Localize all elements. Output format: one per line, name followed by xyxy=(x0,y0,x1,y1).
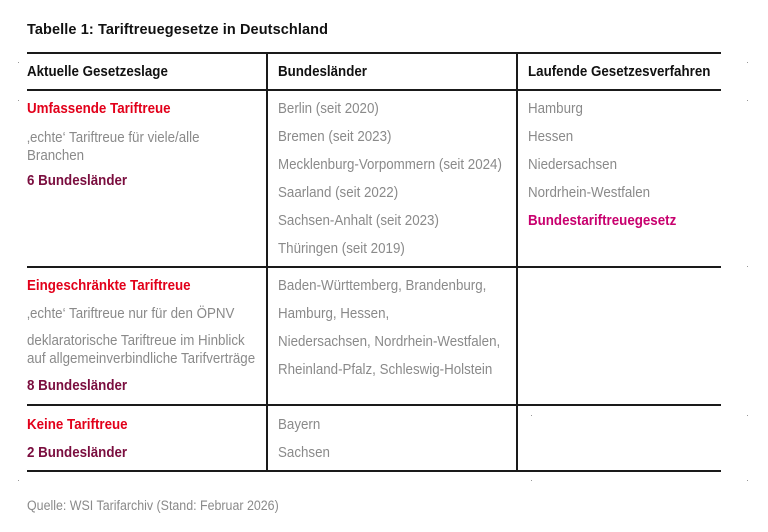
marker-dot xyxy=(18,100,19,101)
state-item: Niedersachsen, Nordrhein-Westfalen, xyxy=(278,334,501,350)
pending-item: Nordrhein-Westfalen xyxy=(528,185,651,201)
state-item: Sachsen-Anhalt (seit 2023) xyxy=(278,213,439,229)
state-item: Bremen (seit 2023) xyxy=(278,129,392,145)
marker-dot xyxy=(747,100,748,101)
table-bottom-border xyxy=(27,470,721,472)
state-item: Saarland (seit 2022) xyxy=(278,185,399,201)
state-item: Berlin (seit 2020) xyxy=(278,101,379,117)
state-item: Hamburg, Hessen, xyxy=(278,306,390,322)
row-divider-2 xyxy=(27,404,721,406)
marker-dot xyxy=(18,62,19,63)
state-item: Rheinland-Pfalz, Schleswig-Holstein xyxy=(278,362,493,378)
pending-federal-law: Bundestariftreuegesetz xyxy=(528,213,677,229)
table-top-border xyxy=(27,52,721,54)
state-item: Sachsen xyxy=(278,445,330,461)
column-header-pending: Laufende Gesetzesverfahren xyxy=(528,64,711,80)
state-item: Mecklenburg-Vorpommern (seit 2024) xyxy=(278,157,502,173)
state-count: 2 Bundesländer xyxy=(27,445,128,461)
marker-dot xyxy=(747,415,748,416)
column-header-states: Bundesländer xyxy=(278,64,367,80)
category-label: Umfassende Tariftreue xyxy=(27,101,171,117)
marker-dot xyxy=(747,480,748,481)
state-count: 8 Bundesländer xyxy=(27,378,128,394)
source-note: Quelle: WSI Tarifarchiv (Stand: Februar 2026) xyxy=(27,498,279,513)
category-label: Keine Tariftreue xyxy=(27,417,128,433)
marker-dot xyxy=(531,480,532,481)
pending-item: Hamburg xyxy=(528,101,583,117)
marker-dot xyxy=(18,480,19,481)
state-item: Thüringen (seit 2019) xyxy=(278,241,405,257)
category-description-2: deklaratorische Tariftreue im Hinblick auf allgemeinverbindliche Tarifverträge xyxy=(27,333,256,367)
marker-dot xyxy=(531,415,532,416)
marker-dot xyxy=(747,266,748,267)
pending-item: Niedersachsen xyxy=(528,157,617,173)
column-divider-2 xyxy=(516,54,518,470)
category-label: Eingeschränkte Tariftreue xyxy=(27,278,191,294)
column-divider-1 xyxy=(266,54,268,470)
marker-dot xyxy=(747,62,748,63)
pending-item: Hessen xyxy=(528,129,574,145)
row-divider-1 xyxy=(27,266,721,268)
state-item: Baden-Württemberg, Brandenburg, xyxy=(278,278,487,294)
category-description: ‚echte‘ Tariftreue für viele/alle Branchen xyxy=(27,130,200,164)
state-item: Bayern xyxy=(278,417,321,433)
category-description: ‚echte‘ Tariftreue nur für den ÖPNV xyxy=(27,306,235,322)
column-header-current-law: Aktuelle Gesetzeslage xyxy=(27,64,168,80)
header-divider xyxy=(27,89,721,91)
table-title: Tabelle 1: Tariftreuegesetze in Deutschland xyxy=(27,22,329,38)
state-count: 6 Bundesländer xyxy=(27,173,128,189)
